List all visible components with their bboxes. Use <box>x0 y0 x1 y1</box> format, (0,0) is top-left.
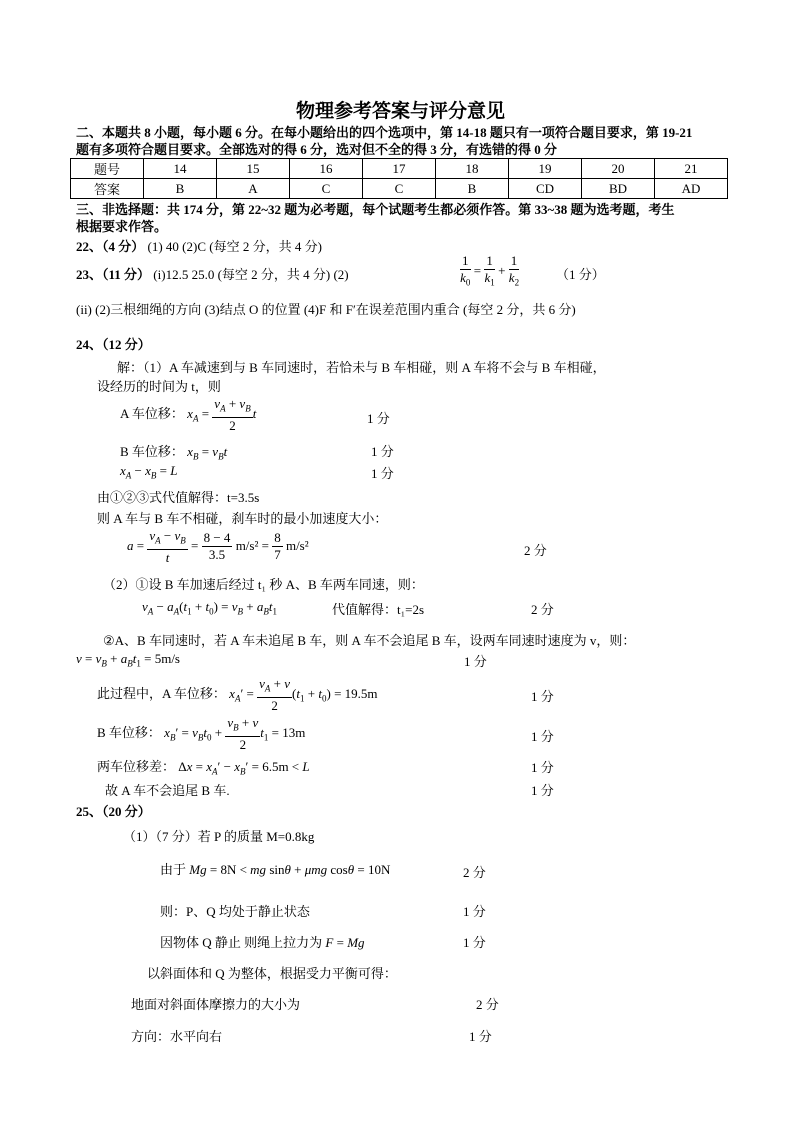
q24-eq-a-displacement: A 车位移： $x_A$ = $\frac{v_A + v_B}{2}$ t <box>120 396 257 433</box>
q24-eq-common-speed: $v = v_B + a_Bt_1 = 5m/s$ <box>76 651 180 669</box>
q22-content: (1) 40 (2)C (每空 2 分，共 4 分) <box>147 239 322 254</box>
question-number: 20 <box>582 159 655 179</box>
q22 <box>76 236 322 255</box>
answer-table <box>70 158 728 199</box>
page-title: 物理参考答案与评分意见 <box>296 101 506 122</box>
question-number: 21 <box>655 159 728 179</box>
question-number: 17 <box>363 159 436 179</box>
q24-result-t1: 代值解得：t₁=2s <box>332 602 425 617</box>
question-number: 15 <box>217 159 290 179</box>
q24-solution-line2: 设经历的时间为 t，则 <box>97 379 221 394</box>
row-header-number: 题号 <box>71 159 144 179</box>
question-number: 19 <box>509 159 582 179</box>
q24-eq-diff-label: 两车位移差： <box>97 759 176 774</box>
answer-cell: BD <box>582 179 655 199</box>
q25-eq-label: 由于 <box>160 862 187 877</box>
q23-formula: $\frac{1}{k_0}$ = $\frac{1}{k_1}$ + $\frac{1}{k_2}$ <box>460 253 520 288</box>
q24-eq-difference: 两车位移差： $\Delta x = x_A' - x_B' = 6.5m < L$ <box>97 759 310 777</box>
q24-eq-a-displacement-2: 此过程中，A 车位移： $x_A'$ = $\frac{v_A + v}{2}$ $(t_1 + t_0) = 19.5m$ <box>97 676 378 713</box>
score: 2 分 <box>476 997 499 1012</box>
section2-intro-line2: 题有多项符合题目要求。全部选对的得 6 分，选对但不全的得 3 分，有选错的得 0 分 <box>76 142 558 157</box>
score: 1 分 <box>367 411 390 426</box>
section2-intro-line1: 二、本题共 8 小题，每小题 6 分。在每小题给出的四个选项中，第 14-18 题只有一项符合题目要求，第 19-21 <box>76 125 693 140</box>
q25-whole-system: 以斜面体和 Q 为整体，根据受力平衡可得： <box>147 966 397 981</box>
section3-intro-line2: 根据要求作答。 <box>76 219 168 234</box>
q23-formula-score: （1 分） <box>556 267 605 282</box>
q24-eq-a-label: A 车位移： <box>120 405 184 421</box>
answer-table-number-row <box>71 159 728 179</box>
q24-eq-b-displacement-2: B 车位移： $x_B' = v_Bt_0$ + $\frac{v_B + v}{2}$ $t_1 = 13m$ <box>97 715 306 752</box>
q25-static-state: 则：P、Q 均处于静止状态 <box>160 904 310 919</box>
q25-tension-text: 因物体 Q 静止 则绳上拉力为 <box>160 935 323 950</box>
score: 1 分 <box>531 689 554 704</box>
q24-part2-line2: ②A、B 车同速时，若 A 车未追尾 B 车，则 A 车不会追尾 B 车，设两车同速时速度为 v，则： <box>103 633 636 648</box>
q25-part1-line1: （1）（7 分）若 P 的质量 M=0.8kg <box>123 829 315 844</box>
q22-label: 22、（4 分） <box>76 239 145 254</box>
q24-min-acceleration-text: 则 A 车与 B 车不相碰，刹车时的最小加速度大小： <box>97 511 388 526</box>
q24-result-time: 由①②③式代值解得：t=3.5s <box>97 490 260 505</box>
score: 1 分 <box>463 904 486 919</box>
answer-cell: B <box>144 179 217 199</box>
question-number: 14 <box>144 159 217 179</box>
q24-eq-b2-label: B 车位移： <box>97 724 161 740</box>
answer-cell: C <box>363 179 436 199</box>
row-header-answer: 答案 <box>71 179 144 199</box>
q24-eq-b-label: B 车位移： <box>120 444 184 459</box>
question-number: 16 <box>290 159 363 179</box>
score: 1 分 <box>371 466 394 481</box>
answer-cell: B <box>436 179 509 199</box>
section3-intro-line1: 三、非选择题：共 174 分，第 22~32 题为必考题，每个试题考生都必须作答。第 33~38 题为选考题，考生 <box>76 202 675 217</box>
q24-part2-line1: （2）①设 B 车加速后经过 t₁ 秒 A、B 车两车同速，则： <box>103 577 424 592</box>
score: 1 分 <box>371 444 394 459</box>
q24-eq-acceleration: a = $\frac{v_A - v_B}{t}$ = $\frac{8 - 4}{3.5}$ m/s² = $\frac{8}{7}$ m/s² <box>127 528 309 565</box>
q25-eq-force-compare: 由于 Mg = 8N < mg sinθ + μmg cosθ = 10N <box>160 862 391 877</box>
q24-eq-same-speed: $v_A - a_A(t_1 + t_0) = v_B + a_Bt_1$ <box>142 599 277 617</box>
q24-eq-a2-label: 此过程中，A 车位移： <box>97 685 226 701</box>
q24-label: 24、（12 分） <box>76 337 151 352</box>
q25-friction-magnitude: 地面对斜面体摩擦力的大小为 <box>131 997 301 1012</box>
score: 1 分 <box>469 1029 492 1044</box>
answer-table-answer-row <box>71 179 728 199</box>
score: 2 分 <box>531 602 554 617</box>
score: 1 分 <box>531 760 554 775</box>
score: 1 分 <box>531 783 554 798</box>
q23-part1: (i)12.5 25.0 (每空 2 分，共 4 分) (2) <box>153 267 349 282</box>
q24-eq-relation: $x_A - x_B = L$ <box>120 463 178 481</box>
score: 1 分 <box>463 935 486 950</box>
answer-cell: AD <box>655 179 728 199</box>
q23-line2: (ii) (2)三根细绳的方向 (3)结点 O 的位置 (4)F 和 F′在误差范围内重合 (每空 2 分，共 6 分) <box>76 302 576 317</box>
q23-line1 <box>76 264 349 283</box>
score: 2 分 <box>463 865 486 880</box>
q25-tension: 因物体 Q 静止 则绳上拉力为 F = Mg <box>160 935 365 950</box>
question-number: 18 <box>436 159 509 179</box>
score: 1 分 <box>531 729 554 744</box>
q25-label: 25、（20 分） <box>76 804 151 819</box>
q23-label: 23、（11 分） <box>76 267 151 282</box>
score: 2 分 <box>524 543 547 558</box>
q24-solution-line1: 解：（1）A 车减速到与 B 车同速时，若恰未与 B 车相碰，则 A 车将不会与 B 车相碰， <box>117 360 606 375</box>
answer-cell: A <box>217 179 290 199</box>
q24-conclusion: 故 A 车不会追尾 B 车. <box>105 783 230 798</box>
answer-cell: CD <box>509 179 582 199</box>
score: 1 分 <box>464 654 487 669</box>
q24-eq-b-displacement: B 车位移： $x_B = v_Bt$ <box>120 444 228 462</box>
q25-friction-direction: 方向：水平向右 <box>131 1029 223 1044</box>
answer-cell: C <box>290 179 363 199</box>
